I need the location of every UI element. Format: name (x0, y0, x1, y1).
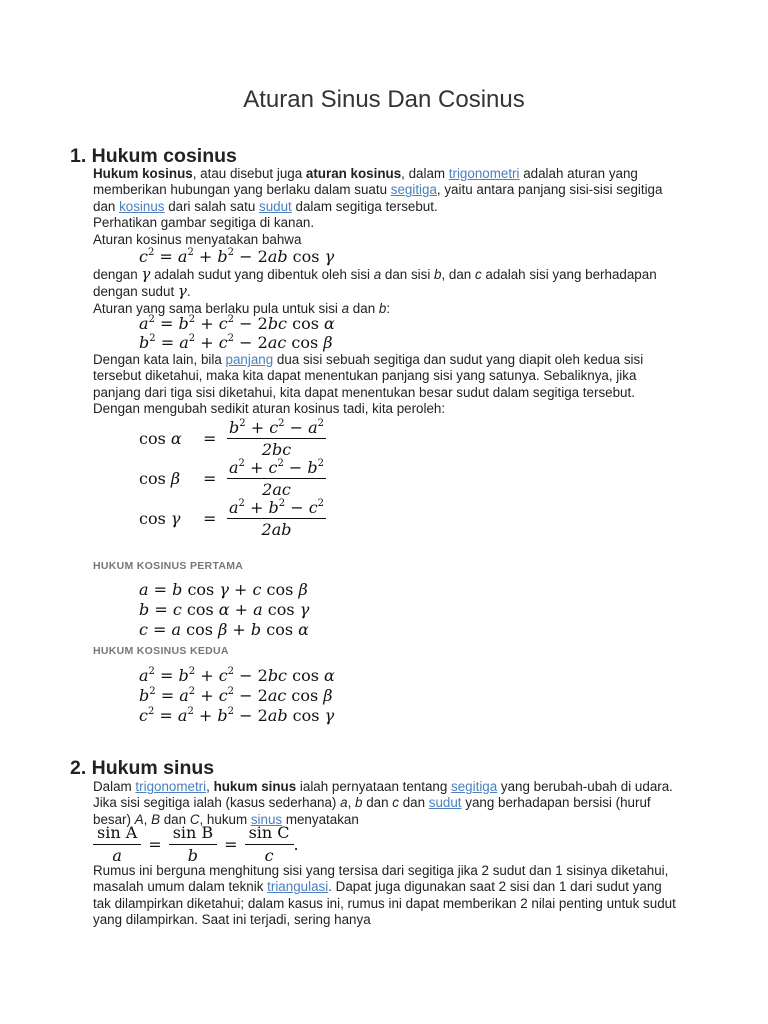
link-kosinus[interactable]: kosinus (119, 198, 165, 214)
link-sinus[interactable]: sinus (250, 811, 283, 827)
text-line: Perhatikan gambar segitiga di kanan. (93, 215, 315, 231)
formula-law-2-b: $b^2 = a^2 + c^2 - 2ac$ cos β (139, 686, 333, 705)
formula-cos-alpha: cos α = $\frac{b^2 + c^2 - a^2}{2bc}$ (139, 418, 325, 459)
formula-law-1-a: a = b cos γ + c cos β (139, 580, 308, 599)
gamma-explanation-paragraph: dengan γ adalah sudut yang dibentuk oleh sisi a dan sisi b, dan c adalah sisi yang berhadapan dengan sudut γ. Aturan yang sama berlaku pula untuk sisi a dan b: (93, 265, 657, 316)
formula-law-1-b: b = c cos α + a cos γ (139, 600, 310, 619)
section-heading-cosinus: 1. Hukum cosinus (70, 145, 237, 167)
bold-term: aturan kosinus (305, 166, 402, 181)
cosinus-intro-paragraph: Hukum kosinus, atau disebut juga aturan kosinus, dalam trigonometri adalah aturan yang memberikan hubungan yang berlaku dalam suatu segitiga, yaitu antara panjang sisi-sisi segitiga dan kosinus dari salah satu sudut dalam segitiga tersebut. Perhatikan gambar segitiga di kanan. Aturan kosinus menyatakan bahwa (93, 166, 683, 248)
section-heading-sinus: 2. Hukum sinus (70, 757, 215, 779)
text-line: Aturan kosinus menyatakan bahwa (93, 231, 302, 247)
formula-law-2-a: $a^2 = b^2 + c^2 - 2bc$ cos α (139, 666, 335, 685)
formula-cos-beta: cos β = $\frac{a^2 + c^2 - b^2}{2ac}$ (139, 458, 325, 499)
formula-law-2-c: $c^2 = a^2 + b^2 - 2ab$ cos γ (139, 706, 335, 725)
sinus-usage-paragraph: Rumus ini berguna menghitung sisi yang tersisa dari segitiga jika 2 sudut dan 1 sisinya diketahui, masalah umum dalam teknik triangulasi. Dapat juga digunakan saat 2 sisi dan 1 dari sudut yang tak dilampirkan diketahui; dalam kasus ini, rumus ini dapat memberikan 2 nilai penting untuk sudut yang dilampirkan. Saat ini terjadi, sering hanya (93, 863, 676, 928)
caption-hukum-kosinus-kedua: HUKUM KOSINUS KEDUA (93, 645, 229, 657)
formula-law-1-c: c = a cos β + b cos α (139, 620, 309, 639)
caption-hukum-kosinus-pertama: HUKUM KOSINUS PERTAMA (93, 560, 244, 572)
link-panjang[interactable]: panjang (225, 352, 274, 367)
link-trigonometri-2[interactable]: trigonometri (135, 779, 207, 794)
bold-term: Hukum kosinus (93, 166, 193, 181)
link-segitiga[interactable]: segitiga (390, 182, 437, 198)
link-segitiga-2[interactable]: segitiga (451, 779, 498, 794)
formula-law-of-sines: $\frac{\text{sin A}}{a}$ = $\frac{\text{sin B}}{b}$ = $\frac{\text{sin C}}{c}$ . (93, 823, 299, 865)
formula-a-squared: $a^2 = b^2 + c^2 - 2bc$ cos α (139, 314, 335, 333)
link-triangulasi[interactable]: triangulasi (267, 879, 329, 895)
sinus-intro-paragraph: Dalam trigonometri, hukum sinus ialah pernyataan tentang segitiga yang berubah-ubah di udara. Jika sisi segitiga ialah (kasus sederhana) a, b dan c dan sudut yang berhadapan bersisi (huruf besar) A, B dan C, hukum sinus menyatakan (93, 779, 673, 827)
link-trigonometri[interactable]: trigonometri (448, 166, 520, 181)
link-sudut[interactable]: sudut (259, 198, 292, 214)
formula-b-squared: $b^2 = a^2 + c^2 - 2ac$ cos β (139, 333, 333, 352)
link-sudut-2[interactable]: sudut (428, 795, 462, 811)
formula-cos-gamma: cos γ = $\frac{a^2 + b^2 - c^2}{2ab}$ (139, 498, 325, 539)
page-title: Aturan Sinus Dan Cosinus (243, 86, 525, 113)
formula-c-squared: $c^2 = a^2 + b^2 - 2ab$ cos γ (139, 247, 335, 266)
cosinus-explanation-paragraph: Dengan kata lain, bila panjang dua sisi sebuah segitiga dan sudut yang diapit oleh kedua sisi tersebut diketahui, maka kita dapat menentukan panjang sisi yang satunya. Sebaliknya, jika panjang dari tiga sisi diketahui, kita dapat menentukan besar sudut dalam segitiga tersebut. Dengan mengubah sedikit aturan kosinus tadi, kita peroleh: (93, 352, 644, 417)
